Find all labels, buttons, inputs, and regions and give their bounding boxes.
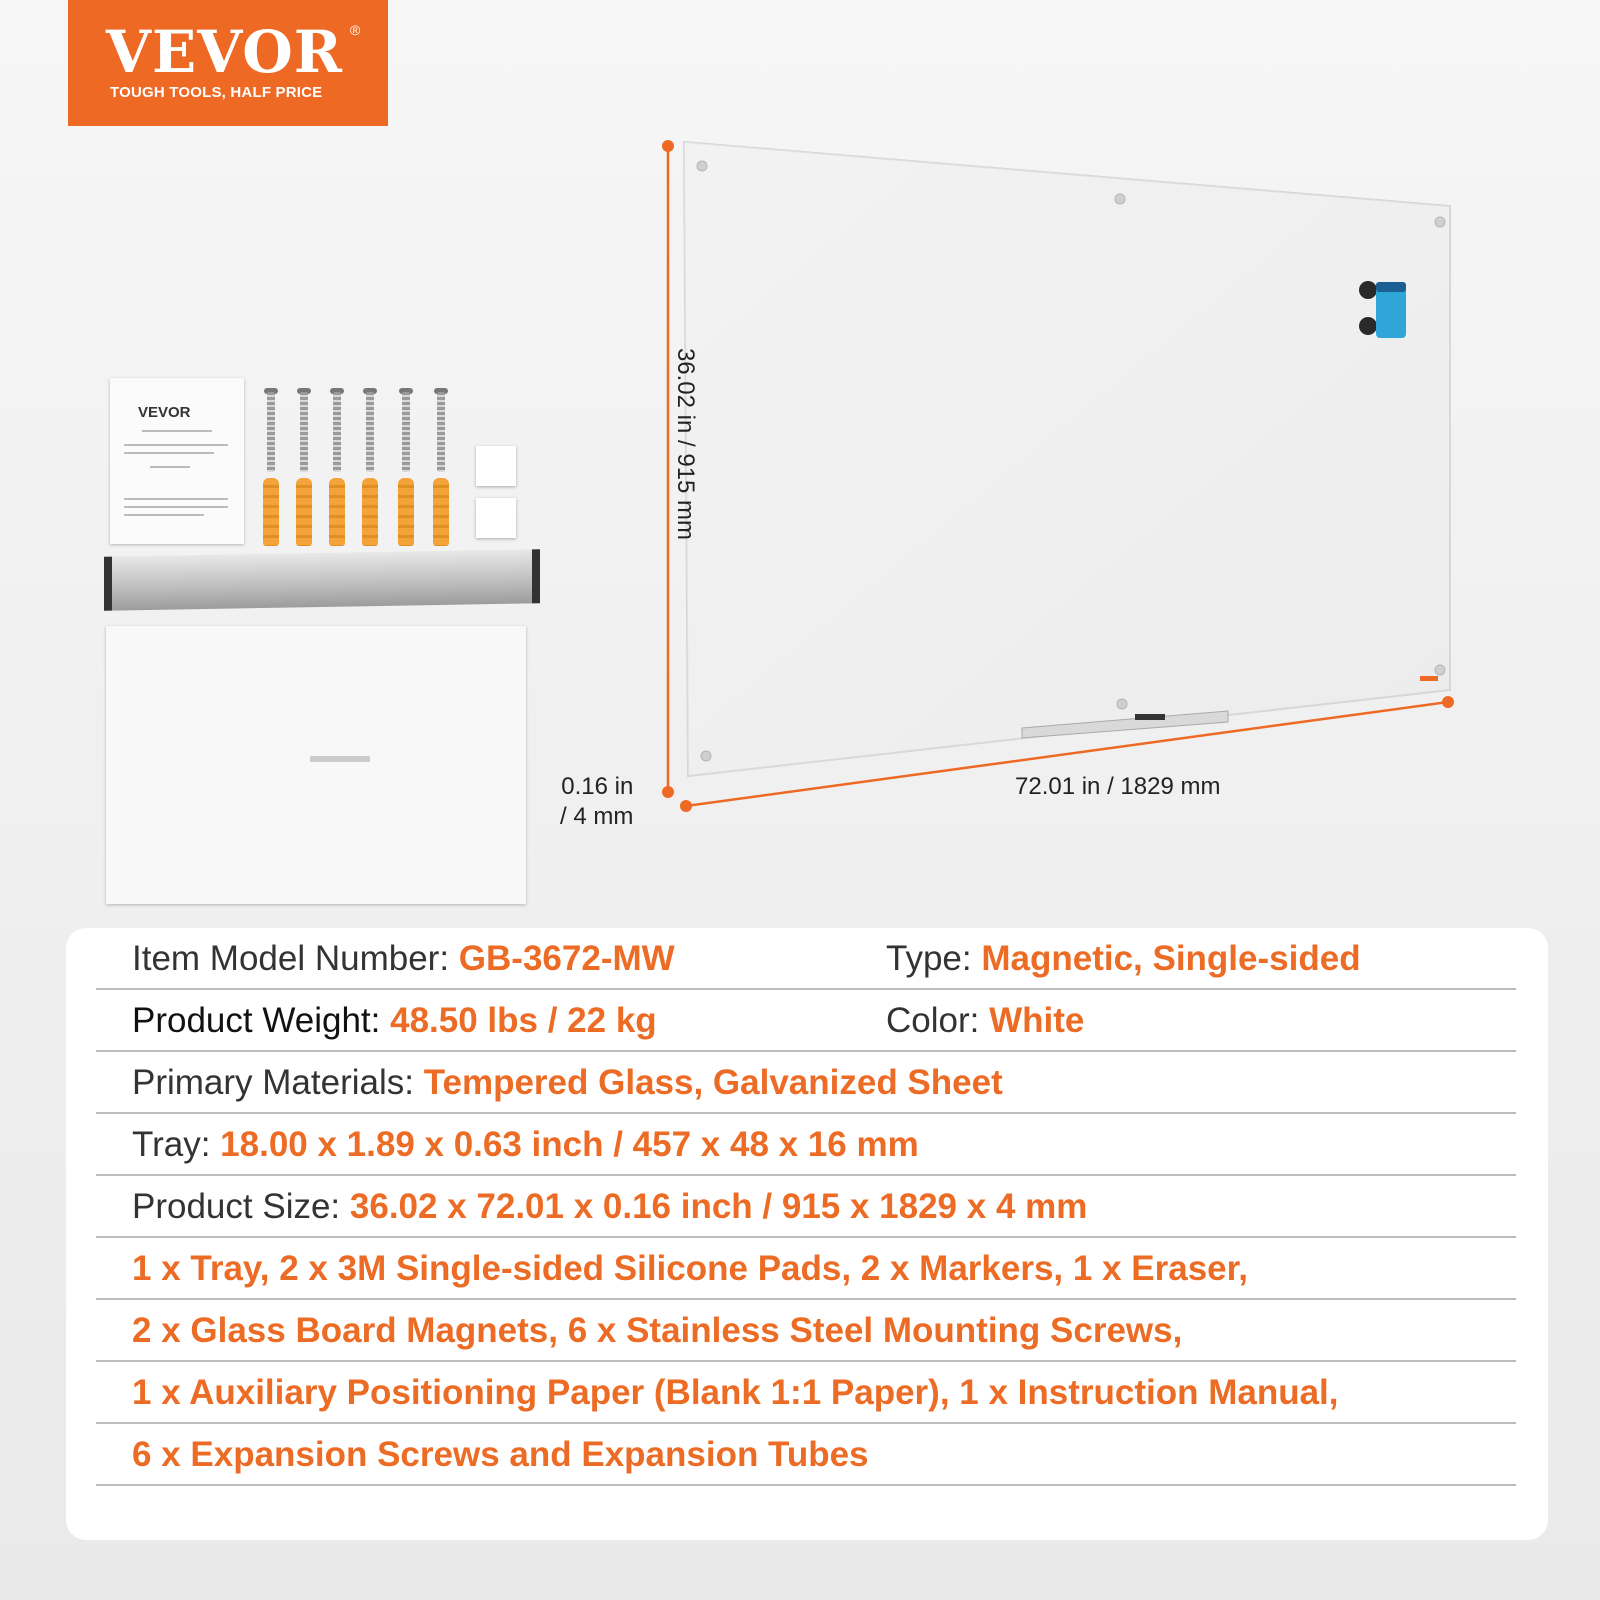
thickness-line-2: / 4 mm: [560, 803, 634, 830]
dimension-endpoint: [662, 786, 674, 798]
mount-cap: [1435, 665, 1445, 675]
spec-label: Item Model Number:: [132, 939, 450, 978]
width-dimension-label: 72.01 in / 1829 mm: [1015, 773, 1221, 800]
mount-cap: [701, 751, 711, 761]
spec-materials: [132, 1052, 1003, 1114]
package-line: 1 x Tray, 2 x 3M Single-sided Silicone Pads, 2 x Markers, 1 x Eraser,: [132, 1249, 1249, 1288]
dimension-endpoint: [662, 140, 674, 152]
spec-value: Magnetic, Single-sided: [981, 939, 1361, 978]
mount-cap: [1435, 217, 1445, 227]
spec-model: [132, 928, 675, 990]
magnet: [1359, 281, 1377, 299]
specifications-card: [66, 928, 1548, 1540]
thickness-dimension-label: [560, 772, 633, 832]
logo-wordmark: VEVOR: [106, 18, 343, 86]
eraser-felt: [1376, 282, 1406, 292]
spec-label: Tray:: [132, 1125, 211, 1164]
spec-label: Product Size:: [132, 1187, 341, 1226]
dimension-endpoint: [1442, 696, 1454, 708]
spec-size: [132, 1176, 1087, 1238]
manual-logo: VEVOR: [138, 404, 191, 421]
spec-row: [96, 1052, 1516, 1114]
spec-label: Primary Materials:: [132, 1063, 414, 1102]
spec-value: White: [989, 1001, 1085, 1040]
mount-cap: [1117, 699, 1127, 709]
thickness-line-1: 0.16 in: [561, 773, 634, 800]
package-row: [96, 1300, 1516, 1362]
spec-value: 36.02 x 72.01 x 0.16 inch / 915 x 1829 x 4 mm: [349, 1187, 1088, 1226]
magnet: [1359, 317, 1377, 335]
spec-row: [96, 990, 1516, 1052]
spec-value: GB-3672-MW: [458, 939, 675, 978]
package-row: [96, 1362, 1516, 1424]
spec-label: Type:: [886, 939, 972, 978]
dimension-endpoint: [680, 800, 692, 812]
package-line: 1 x Auxiliary Positioning Paper (Blank 1:1 Paper), 1 x Instruction Manual,: [132, 1373, 1339, 1412]
mount-cap: [1115, 194, 1125, 204]
spec-value: 18.00 x 1.89 x 0.63 inch / 457 x 48 x 16 mm: [220, 1125, 919, 1164]
package-row: [96, 1424, 1516, 1486]
spec-row: [96, 1114, 1516, 1176]
registered-mark: ®: [350, 22, 361, 38]
spec-label: Product Weight:: [132, 1001, 381, 1040]
spec-weight: [132, 990, 657, 1052]
logo-tagline: TOUGH TOOLS, HALF PRICE: [110, 84, 323, 101]
whiteboard-sheen: [684, 142, 1450, 776]
spec-tray: [132, 1114, 919, 1176]
spec-color: [886, 990, 1084, 1052]
board-brand-sticker: [1420, 676, 1438, 681]
package-line: 6 x Expansion Screws and Expansion Tubes: [132, 1435, 869, 1474]
spec-row: [96, 1176, 1516, 1238]
package-row: [96, 1238, 1516, 1300]
spec-row: [96, 928, 1516, 990]
spec-type: [886, 928, 1361, 990]
spec-value: Tempered Glass, Galvanized Sheet: [423, 1063, 1003, 1102]
height-dimension-label: 36.02 in / 915 mm: [672, 347, 699, 541]
package-line: 2 x Glass Board Magnets, 6 x Stainless Steel Mounting Screws,: [132, 1311, 1183, 1350]
spec-label: Color:: [886, 1001, 980, 1040]
spec-value: 48.50 lbs / 22 kg: [390, 1001, 657, 1040]
mount-cap: [697, 161, 707, 171]
marker: [1135, 714, 1165, 720]
